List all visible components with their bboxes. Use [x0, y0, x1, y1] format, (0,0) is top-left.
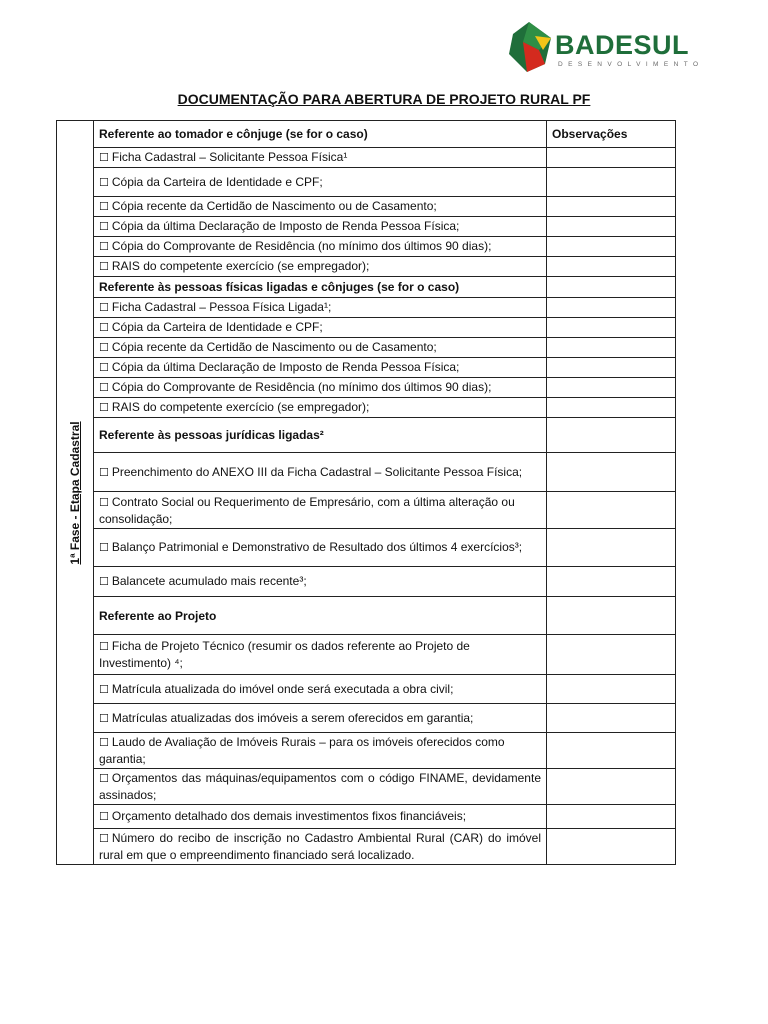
checkbox[interactable]: ☐: [99, 151, 109, 164]
document-row: [57, 704, 676, 733]
phase-label: 1ª Fase - Etapa Cadastral: [68, 420, 82, 565]
observations-cell[interactable]: [547, 418, 676, 453]
observations-cell[interactable]: [547, 237, 676, 257]
document-row: [57, 567, 676, 597]
document-item: [94, 733, 547, 769]
observations-cell[interactable]: [547, 733, 676, 769]
document-row: [57, 805, 676, 829]
checkbox[interactable]: ☐: [99, 465, 109, 479]
document-item: [94, 168, 547, 197]
observations-cell[interactable]: [547, 453, 676, 492]
document-item-label: Preenchimento do ANEXO III da Ficha Cadastral – Solicitante Pessoa Física;: [111, 464, 523, 479]
badesul-logo: [505, 20, 705, 76]
badesul-logo-mark: [505, 20, 557, 74]
document-item-label: Orçamentos das máquinas/equipamentos com o código FINAME, devidamente assinados;: [99, 771, 541, 802]
document-item-label: Cópia da última Declaração de Imposto de Renda Pessoa Física;: [111, 219, 460, 233]
document-title: DOCUMENTAÇÃO PARA ABERTURA DE PROJETO RURAL PF: [177, 91, 591, 107]
document-row: [57, 378, 676, 398]
observations-cell[interactable]: [547, 217, 676, 237]
phase-column: [57, 121, 94, 865]
checkbox[interactable]: ☐: [99, 711, 109, 725]
document-item: [94, 338, 547, 358]
document-item: [94, 398, 547, 418]
checkbox[interactable]: ☐: [99, 401, 109, 414]
document-item: [94, 769, 547, 805]
document-row: [57, 529, 676, 567]
section-header: Referente às pessoas físicas ligadas e cônjuges (se for o caso): [94, 277, 547, 298]
checkbox[interactable]: ☐: [99, 175, 109, 189]
observations-cell[interactable]: [547, 168, 676, 197]
logo-wordmark: BADESUL: [555, 30, 690, 60]
observations-cell[interactable]: [547, 358, 676, 378]
document-item: [94, 197, 547, 217]
section-header-row: [57, 277, 676, 298]
document-row: [57, 168, 676, 197]
document-item-label: Matrícula atualizada do imóvel onde será executada a obra civil;: [111, 681, 454, 696]
observations-cell[interactable]: [547, 197, 676, 217]
document-row: [57, 492, 676, 529]
observations-cell[interactable]: [547, 318, 676, 338]
observations-cell[interactable]: [547, 567, 676, 597]
section-header: Referente ao tomador e cônjuge (se for o caso): [94, 121, 547, 148]
document-item-label: Contrato Social ou Requerimento de Empresário, com a última alteração ou consolidação;: [99, 494, 515, 526]
checkbox[interactable]: ☐: [99, 301, 109, 314]
document-item: [94, 453, 547, 492]
document-row: [57, 338, 676, 358]
document-row: [57, 197, 676, 217]
document-row: [57, 358, 676, 378]
document-row: [57, 398, 676, 418]
document-item-label: Balanço Patrimonial e Demonstrativo de Resultado dos últimos 4 exercícios³;: [111, 540, 523, 554]
document-item: [94, 318, 547, 338]
checkbox[interactable]: ☐: [99, 736, 109, 749]
document-row: [57, 829, 676, 865]
checkbox[interactable]: ☐: [99, 260, 109, 273]
checkbox[interactable]: ☐: [99, 832, 109, 845]
observations-cell[interactable]: [547, 378, 676, 398]
observations-cell[interactable]: [547, 829, 676, 865]
document-item: [94, 298, 547, 318]
document-item: [94, 805, 547, 829]
document-item-label: Balancete acumulado mais recente³;: [111, 574, 307, 588]
document-item-label: Cópia da Carteira de Identidade e CPF;: [111, 320, 323, 334]
document-item-label: Ficha Cadastral – Pessoa Física Ligada¹;: [111, 300, 332, 314]
checkbox[interactable]: ☐: [99, 200, 109, 213]
observations-cell[interactable]: [547, 675, 676, 704]
observations-cell[interactable]: [547, 529, 676, 567]
section-header: Referente ao Projeto: [94, 597, 547, 635]
document-row: [57, 217, 676, 237]
observations-cell[interactable]: [547, 769, 676, 805]
document-item-label: Matrículas atualizadas dos imóveis a serem oferecidos em garantia;: [111, 710, 474, 725]
document-item: [94, 829, 547, 865]
checkbox[interactable]: ☐: [99, 810, 109, 823]
document-item: [94, 378, 547, 398]
section-header: Referente às pessoas jurídicas ligadas²: [94, 418, 547, 453]
observations-cell[interactable]: [547, 492, 676, 529]
observations-cell[interactable]: [547, 597, 676, 635]
document-item: [94, 492, 547, 529]
document-row: [57, 769, 676, 805]
document-item: [94, 704, 547, 733]
document-item-label: Cópia da Carteira de Identidade e CPF;: [111, 174, 323, 189]
document-item: [94, 675, 547, 704]
checkbox[interactable]: ☐: [99, 575, 109, 588]
observations-header: Observações: [547, 121, 676, 148]
document-row: [57, 453, 676, 492]
checkbox[interactable]: ☐: [99, 341, 109, 354]
document-item: [94, 257, 547, 277]
observations-cell[interactable]: [547, 257, 676, 277]
document-row: [57, 148, 676, 168]
checkbox[interactable]: ☐: [99, 640, 109, 653]
document-row: [57, 733, 676, 769]
document-item: [94, 358, 547, 378]
document-item-label: Ficha de Projeto Técnico (resumir os dados referente ao Projeto de Investimento) ⁴;: [99, 639, 470, 670]
checkbox[interactable]: ☐: [99, 321, 109, 334]
document-item: [94, 217, 547, 237]
checkbox[interactable]: ☐: [99, 495, 109, 509]
document-item: [94, 567, 547, 597]
observations-cell[interactable]: [547, 635, 676, 675]
observations-cell[interactable]: [547, 298, 676, 318]
document-item-label: RAIS do competente exercício (se empregador);: [111, 259, 370, 273]
document-item-label: Laudo de Avaliação de Imóveis Rurais – para os imóveis oferecidos como garantia;: [99, 735, 505, 766]
document-row: [57, 318, 676, 338]
checkbox[interactable]: ☐: [99, 220, 109, 233]
observations-cell[interactable]: [547, 704, 676, 733]
checkbox[interactable]: ☐: [99, 240, 109, 253]
section-header-row: [57, 418, 676, 453]
checkbox[interactable]: ☐: [99, 381, 109, 394]
document-item: [94, 529, 547, 567]
document-row: [57, 237, 676, 257]
document-item-label: Ficha Cadastral – Solicitante Pessoa Física¹: [111, 150, 348, 164]
logo-subtitle: DESENVOLVIMENTO: [558, 61, 704, 68]
document-item-label: Número do recibo de inscrição no Cadastro Ambiental Rural (CAR) do imóvel rural em que o empreendimento financiado será localizado.: [99, 831, 541, 862]
observations-cell[interactable]: [547, 148, 676, 168]
observations-cell[interactable]: [547, 277, 676, 298]
document-row: [57, 635, 676, 675]
document-row: [57, 675, 676, 704]
checkbox[interactable]: ☐: [99, 682, 109, 696]
checkbox[interactable]: ☐: [99, 361, 109, 374]
observations-cell[interactable]: [547, 805, 676, 829]
document-item-label: RAIS do competente exercício (se empregador);: [111, 400, 370, 414]
section-header-row: [57, 597, 676, 635]
checkbox[interactable]: ☐: [99, 541, 109, 554]
document-item-label: Cópia recente da Certidão de Nascimento ou de Casamento;: [111, 340, 437, 354]
section-header-row: [57, 121, 676, 148]
document-item-label: Cópia do Comprovante de Residência (no mínimo dos últimos 90 dias);: [111, 239, 492, 253]
document-item: [94, 237, 547, 257]
document-item: [94, 148, 547, 168]
document-item-label: Cópia recente da Certidão de Nascimento ou de Casamento;: [111, 199, 437, 213]
observations-cell[interactable]: [547, 398, 676, 418]
checkbox[interactable]: ☐: [99, 772, 109, 785]
document-item-label: Cópia da última Declaração de Imposto de Renda Pessoa Física;: [111, 360, 460, 374]
observations-cell[interactable]: [547, 338, 676, 358]
document-row: [57, 257, 676, 277]
document-item: [94, 635, 547, 675]
document-row: [57, 298, 676, 318]
document-item-label: Cópia do Comprovante de Residência (no mínimo dos últimos 90 dias);: [111, 380, 492, 394]
documents-table: [56, 120, 676, 865]
document-item-label: Orçamento detalhado dos demais investimentos fixos financiáveis;: [111, 809, 467, 823]
